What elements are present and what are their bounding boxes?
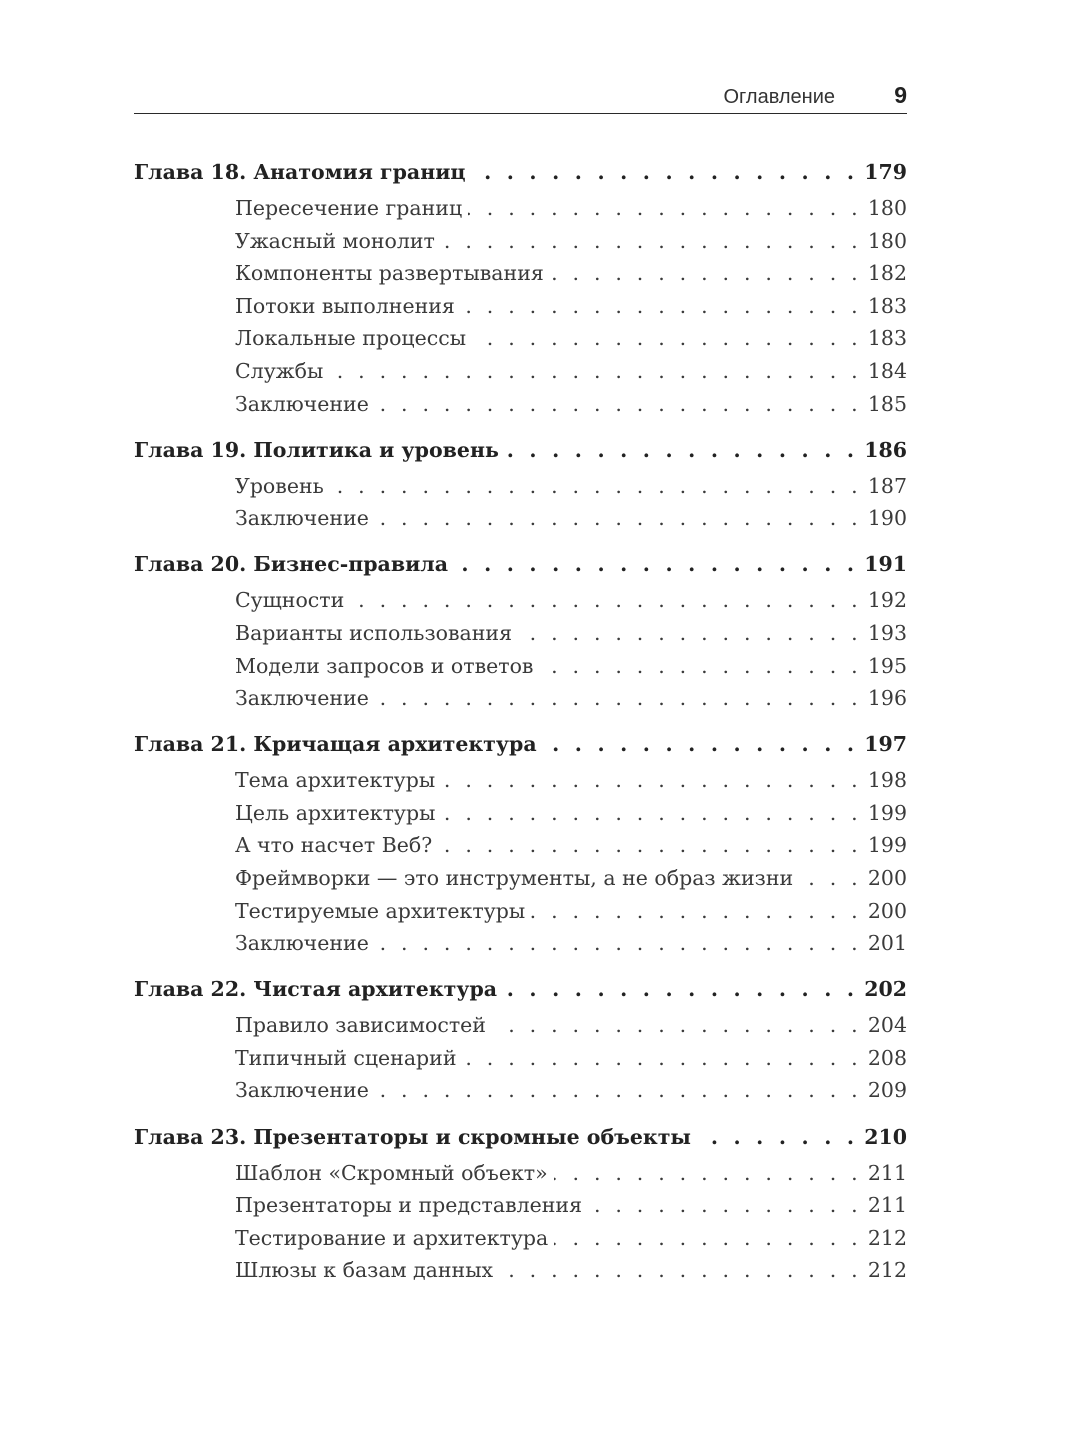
section-page: 195	[867, 653, 907, 678]
chapter-page: 210	[864, 1124, 907, 1149]
dot-leader	[375, 506, 862, 530]
section-entry	[235, 1013, 907, 1046]
section-entry	[235, 326, 907, 359]
chapter-title: Глава 18. Анатомия границ	[134, 160, 466, 184]
section-entry	[235, 931, 907, 964]
section-entry	[235, 833, 907, 866]
chapter-entry	[134, 552, 907, 588]
chapter-page: 202	[864, 977, 907, 1002]
dot-leader	[554, 1226, 862, 1250]
section-title: Заключение	[235, 1078, 369, 1103]
dot-leader	[463, 1046, 862, 1070]
dot-leader	[492, 1013, 862, 1037]
section-page: 200	[867, 866, 907, 890]
section-page: 211	[867, 1160, 907, 1185]
section-title: Заключение	[235, 686, 369, 711]
chapter-entry	[134, 160, 907, 196]
section-page: 199	[867, 800, 907, 825]
section-entry	[235, 1226, 907, 1259]
section-title: Правило зависимостей	[235, 1013, 486, 1038]
section-page: 200	[867, 898, 907, 923]
section-title: Шаблон «Скромный объект»	[235, 1160, 548, 1185]
section-title: Локальные процессы	[235, 326, 467, 351]
section-title: Цель архитектуры	[235, 800, 436, 825]
running-head	[134, 78, 907, 114]
dot-leader	[375, 1078, 862, 1102]
chapter-page: 179	[864, 160, 907, 184]
section-title: Презентаторы и представления	[235, 1193, 583, 1218]
section-page: 185	[867, 391, 907, 416]
section-page: 184	[867, 358, 907, 383]
section-title: Фреймворки — это инструменты, а не образ жизни	[235, 866, 794, 890]
page-number: 9	[894, 82, 907, 108]
dot-leader	[441, 768, 862, 792]
dot-leader	[554, 1161, 862, 1185]
section-entry	[235, 588, 907, 621]
dot-leader	[468, 196, 862, 220]
section-title: Потоки выполнения	[235, 293, 455, 318]
section-entry	[235, 1161, 907, 1194]
section-page: 208	[867, 1045, 907, 1070]
section-title: Шлюзы к базам данных	[235, 1258, 494, 1283]
table-of-contents	[134, 160, 907, 1304]
section-title: Заключение	[235, 391, 369, 416]
section-page: 199	[867, 833, 907, 858]
dot-leader	[441, 801, 861, 825]
section-page: 187	[867, 473, 907, 498]
dot-leader	[441, 229, 862, 253]
section-title: Пересечение границ	[235, 196, 463, 220]
section-entry	[235, 1193, 907, 1226]
toc-chapter	[134, 438, 907, 539]
section-page: 192	[867, 588, 907, 613]
section-entry	[235, 654, 907, 687]
section-entry	[235, 261, 907, 294]
section-title: Тема архитектуры	[235, 768, 436, 793]
section-title: Типичный сценарий	[235, 1045, 457, 1070]
dot-leader	[503, 977, 858, 1001]
section-entry	[235, 899, 907, 932]
dot-leader	[375, 931, 862, 955]
chapter-title: Глава 19. Политика и уровень	[134, 437, 499, 462]
section-page: 209	[867, 1078, 907, 1103]
section-entry	[235, 474, 907, 507]
chapter-entry	[134, 438, 907, 474]
section-entry	[235, 866, 907, 899]
section-title: Тестируемые архитектуры	[235, 898, 526, 923]
section-entry	[235, 196, 907, 229]
section-page: 212	[867, 1258, 907, 1283]
section-page: 212	[867, 1225, 907, 1250]
section-page: 204	[867, 1013, 907, 1038]
section-page: 180	[867, 228, 907, 253]
chapter-entry	[134, 977, 907, 1013]
dot-leader	[539, 654, 861, 678]
toc-chapter	[134, 1125, 907, 1291]
toc-chapter	[134, 732, 907, 964]
running-head-title: Оглавление	[723, 86, 835, 108]
dot-leader	[531, 899, 862, 923]
section-entry	[235, 686, 907, 719]
section-title: Заключение	[235, 506, 369, 531]
chapter-title: Глава 20. Бизнес-правила	[134, 552, 449, 577]
chapter-page: 186	[864, 437, 907, 462]
dot-leader	[799, 866, 862, 890]
section-title: Сущности	[235, 588, 345, 613]
dot-leader	[438, 833, 862, 857]
section-title: Модели запросов и ответов	[235, 653, 534, 678]
section-entry	[235, 621, 907, 654]
dot-leader	[472, 160, 859, 184]
dot-leader	[550, 261, 862, 285]
section-page: 196	[867, 686, 907, 711]
section-entry	[235, 801, 907, 834]
section-entry	[235, 392, 907, 425]
section-entry	[235, 1258, 907, 1291]
section-title: Ужасный монолит	[235, 228, 435, 253]
chapter-title: Глава 21. Кричащая архитектура	[134, 732, 537, 757]
section-title: Заключение	[235, 931, 369, 956]
section-title: Компоненты развертывания	[235, 261, 544, 286]
section-entry	[235, 506, 907, 539]
dot-leader	[375, 392, 862, 416]
chapter-page: 197	[864, 732, 907, 757]
dot-leader	[518, 621, 862, 645]
section-page: 183	[867, 326, 907, 351]
dot-leader	[330, 474, 862, 498]
section-page: 193	[867, 620, 907, 645]
dot-leader	[588, 1193, 862, 1217]
section-title: Тестирование и архитектура	[235, 1225, 549, 1250]
dot-leader	[543, 732, 859, 756]
section-entry	[235, 359, 907, 392]
dot-leader	[697, 1125, 858, 1149]
section-entry	[235, 768, 907, 801]
chapter-entry	[134, 1125, 907, 1161]
dot-leader	[505, 438, 858, 462]
section-title: А что насчет Веб?	[235, 833, 433, 858]
section-page: 198	[867, 768, 907, 793]
dot-leader	[454, 552, 858, 576]
section-entry	[235, 1078, 907, 1111]
section-title: Варианты использования	[235, 620, 513, 645]
section-page: 183	[867, 293, 907, 318]
chapter-title: Глава 23. Презентаторы и скромные объекты	[134, 1124, 691, 1149]
dot-leader	[375, 686, 862, 710]
chapter-entry	[134, 732, 907, 768]
dot-leader	[350, 588, 862, 612]
section-page: 211	[867, 1193, 907, 1218]
section-title: Уровень	[235, 473, 324, 498]
section-title: Службы	[235, 358, 324, 383]
section-entry	[235, 294, 907, 327]
toc-chapter	[134, 552, 907, 718]
chapter-page: 191	[864, 552, 907, 577]
section-page: 190	[867, 506, 907, 531]
dot-leader	[329, 359, 862, 383]
dot-leader	[461, 294, 862, 318]
section-page: 201	[867, 931, 907, 956]
toc-chapter	[134, 977, 907, 1111]
section-entry	[235, 1046, 907, 1079]
section-page: 180	[867, 196, 907, 220]
toc-chapter	[134, 160, 907, 424]
dot-leader	[472, 326, 862, 350]
dot-leader	[499, 1258, 862, 1282]
section-entry	[235, 229, 907, 262]
chapter-title: Глава 22. Чистая архитектура	[134, 977, 498, 1002]
section-page: 182	[867, 261, 907, 286]
